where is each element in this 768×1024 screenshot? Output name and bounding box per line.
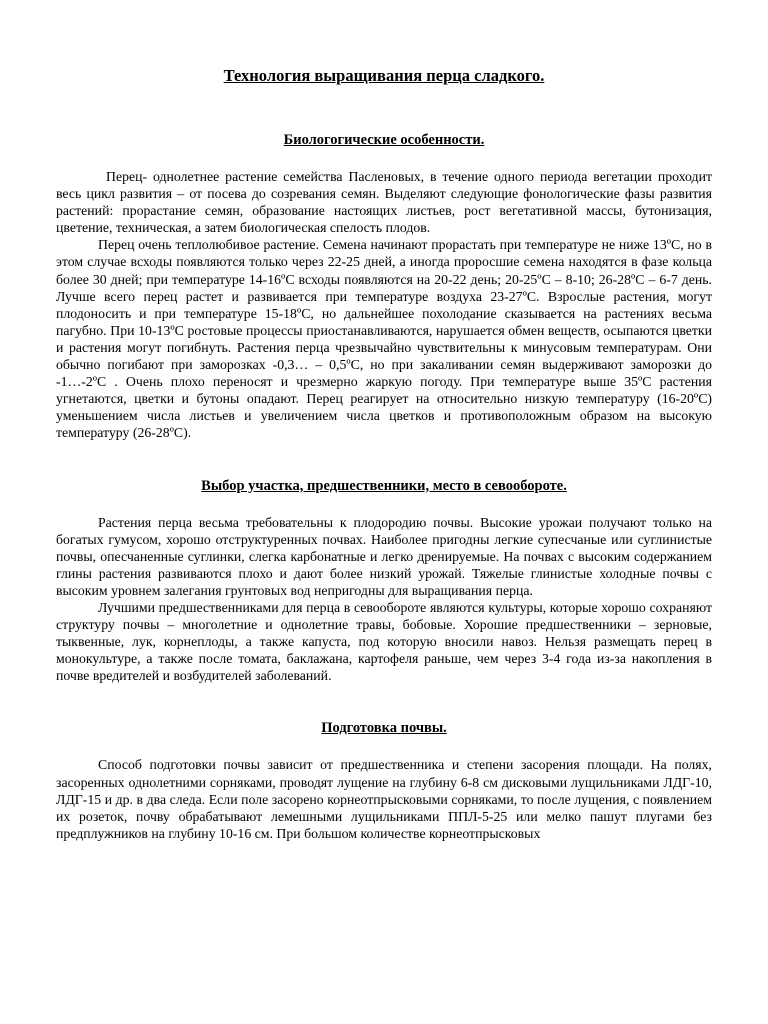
section-heading-soil-preparation: Подготовка почвы. xyxy=(321,720,447,737)
section-soil-preparation xyxy=(56,719,712,841)
paragraph: Растения перца весьма требовательны к плодородию почвы. Высокие урожаи получают только на богатых гумусом, хорошо отструктуренных почвах. Наиболее пригодны легкие супесчаные или суглинистые почвы, опесчаненные суглинки, слегка карбонатные и легко дренируемые. На почвах с высоким содержанием глины растения развиваются плохо и дают более низкий урожай. Тяжелые глинистые холодные почвы с высоким уровнем залегания грунтовых вод непригодны для выращивания перца. xyxy=(56,514,712,598)
section-biology xyxy=(56,131,712,442)
paragraph: Перец очень теплолюбивое растение. Семена начинают прорастать при температуре не ниже 13ºС, но в этом случае всходы появляются только через 22-25 дней, а иногда проросшие семена находятся в фазе кольца более 30 дней; при температуре 14-16ºС всходы появляются на 20-22 день; 20-25ºС – 8-10; 26-28ºС – 6-7 день. Лучше всего перец растет и развивается при температуре воздуха 23-27ºС. Взрослые растения, могут плодоносить и при температуре 15-18ºС, но дальнейшее похолодание сказывается на растениях весьма пагубно. При 10-13ºС ростовые процессы приостанавливаются, нарушается обмен веществ, осыпаются цветки и растения могут погибнуть. Растения перца чрезвычайно чувствительны к минусовым температурам. Они обычно погибают при заморозках -0,3… – 0,5ºС, но при закаливании семян выдерживают заморозки до -1…-2ºС . Очень плохо переносят и чрезмерно жаркую погоду. При температуре выше 35ºС растения угнетаются, цветки и бутоны опадают. Перец реагирует на относительно низкую температуру (16-20ºС) уменьшением числа листьев и увеличением числа цветков и противоположным образом на высокую температуру (26-28ºС). xyxy=(56,237,712,441)
paragraph: Способ подготовки почвы зависит от предшественника и степени засорения площади. На полях, засоренных однолетними сорняками, проводят лущение на глубину 6-8 см дисковыми лущильниками ЛДГ-10, ЛДГ-15 и др. в два следа. Если поле засорено корнеотпрысковыми сорняками, то после лущения, с появлением их розеток, почву обрабатывают лемешными лущильниками ППЛ-5-25 или мелко пашут плугами без предплужников на глубину 10-16 см. При большом количестве корнеотпрысковых xyxy=(56,757,712,841)
paragraph: Перец- однолетнее растение семейства Пасленовых, в течение одного периода вегетации проходит весь цикл развития – от посева до созревания семян. Выделяют следующие фонологические фазы развития растений: прорастание семян, образование настоящих листьев, рост вегетативной массы, бутонизация, цветение, техническая, а затем биологическая спелость плодов. xyxy=(56,169,712,236)
document-title: Технология выращивания перца сладкого. xyxy=(223,66,545,85)
section-heading-site-selection: Выбор участка, предшественники, место в севообороте. xyxy=(201,477,567,494)
section-site-selection xyxy=(56,477,712,685)
section-heading-biology: Биологогические особенности. xyxy=(283,132,485,148)
paragraph: Лучшими предшественниками для перца в севообороте являются культуры, которые хорошо сохраняют структуру почвы – многолетние и однолетние травы, бобовые. Хорошие предшественники – зерновые, тыквенные, лук, корнеплоды, а также капуста, под которую вносили навоз. Нельзя размещать перец в монокультуре, а также после томата, баклажана, картофеля раньше, чем через 3-4 года из-за накопления в почве вредителей и возбудителей заболеваний. xyxy=(56,599,712,684)
